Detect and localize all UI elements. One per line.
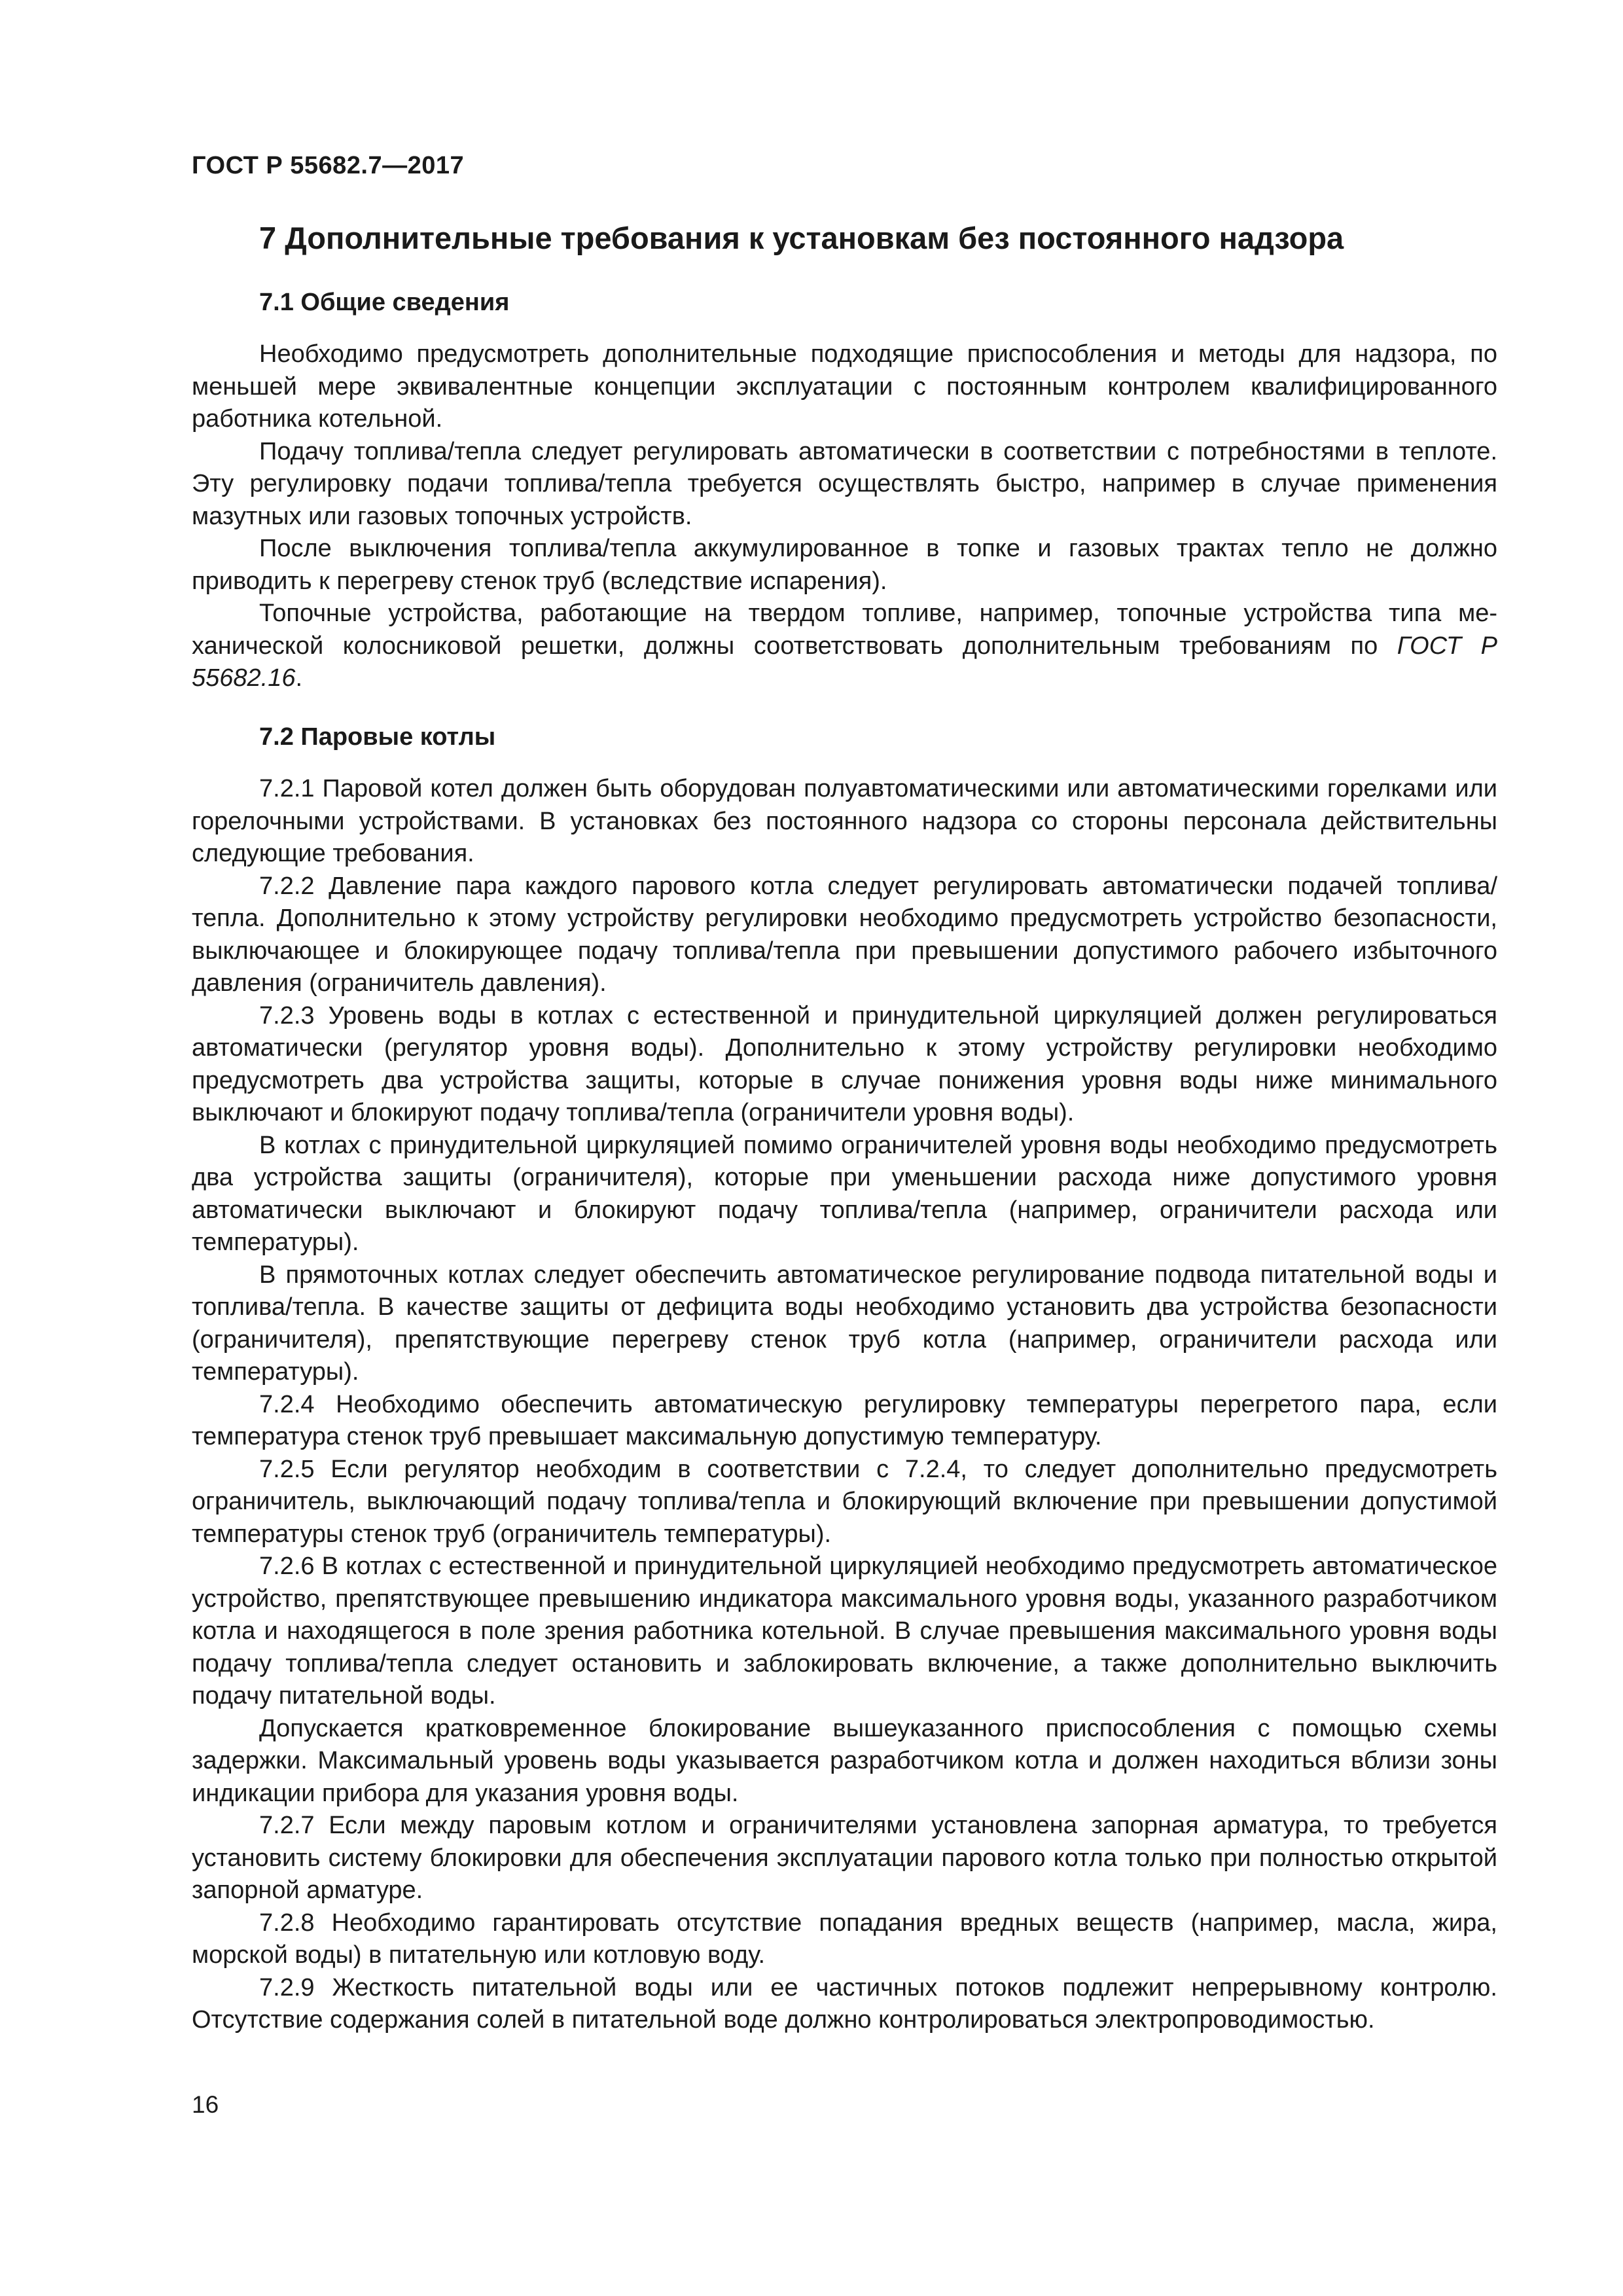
paragraph: 7.2.5 Если регулятор необходим в соответствии с 7.2.4, то следует дополнительно предусмотреть ограничитель, выключающий подачу топлива/тепла и блокирующий включение при превышении допустимой температуры стенок труб (ограничитель температуры). xyxy=(192,1455,1497,1548)
paragraph: 7.2.6 В котлах с естественной и принудительной циркуляцией необходимо предусмотреть автоматическое устройство, препятствующее превышению индикатора максимального уровня воды, указанного разработчиком котла и находящегося в поле зрения работника котельной. В случае превышения максимального уровня воды подачу топлива/тепла следует остановить и заблокировать включение, а также дополнительно выключить подачу питательной воды. xyxy=(192,1552,1497,1710)
standard-designation: ГОСТ Р 55682.7—2017 xyxy=(192,152,465,179)
paragraph-end: . xyxy=(295,664,303,692)
paragraph: 7.2.2 Давление пара каждого парового котла следует регулировать автоматически подачей топлива/тепла. Дополнительно к этому устройству регулировки необходимо предусмотреть устройство безопасности, выключающее и блокирующее подачу топлива/тепла при превышении допустимого рабочего избыточного давления (ограничитель давления). xyxy=(192,872,1497,997)
paragraph: 7.2.7 Если между паровым котлом и ограничителями установлена запорная арматура, то требуется установить систему блокировки для обеспечения эксплуатации парового котла только при полностью открытой запорной арматуре. xyxy=(192,1812,1497,1905)
paragraph: Необходимо предусмотреть дополнительные подходящие приспособления и методы для надзора, по меньшей мере эквивалентные концепции эксплуатации с постоянным контролем квалифицированного работника котельной. xyxy=(192,340,1497,433)
paragraph: 7.2.8 Необходимо гарантировать отсутствие попадания вредных веществ (например, масла, жира, морской воды) в питательную или котловую воду. xyxy=(192,1909,1497,1969)
subsection-general-text xyxy=(192,338,1497,695)
page-number: 16 xyxy=(192,2091,219,2118)
paragraph: 7.2.9 Жесткость питательной воды или ее частичных потоков подлежит непрерывному контролю. Отсутствие содержания солей в питательной воде должно контролироваться электропроводимостью. xyxy=(192,1973,1497,2034)
paragraph: 7.2.4 Необходимо обеспечить автоматическую регулировку температуры перегретого пара, если температура стенок труб превышает максимальную допустимую температуру. xyxy=(192,1390,1497,1451)
subsection-steam-boilers-text xyxy=(192,773,1497,2037)
section-title: 7 Дополнительные требования к установкам без постоянного надзора xyxy=(259,221,1344,255)
paragraph: Подачу топлива/тепла следует регулировать автоматически в соответствии с потребностями в теплоте. Эту регулировку подачи топлива/тепла требуется осуществлять быстро, например в случае применения мазутных или газовых топочных устройств. xyxy=(192,437,1497,530)
subsection-title-steam-boilers: 7.2 Паровые котлы xyxy=(259,723,496,751)
subsection-title-general: 7.1 Общие сведения xyxy=(259,288,510,316)
paragraph: В прямоточных котлах следует обеспечить автоматическое регулирование подвода питательной воды и топлива/тепла. В качестве защиты от дефицита воды необходимо установить два устройства безопасности (ограничителя), препятствующие перегреву стенок труб котла (например, ограничители расхода или температуры). xyxy=(192,1261,1497,1386)
paragraph-text: Топочные устройства, работающие на твердом топливе, например, топочные устройства типа механической колосниковой решетки, должны соответствовать дополнительным требованиям по xyxy=(192,600,1497,660)
paragraph: После выключения топлива/тепла аккумулированное в топке и газовых трактах тепло не должно приводить к перегреву стенок труб (вследствие испарения). xyxy=(192,535,1497,595)
paragraph: В котлах с принудительной циркуляцией помимо ограничителей уровня воды необходимо предусмотреть два устройства защиты (ограничителя), которые при уменьшении расхода ниже допустимого уровня автоматически выключают и блокируют подачу топлива/тепла (например, ограничители расхода или температуры). xyxy=(192,1131,1497,1257)
paragraph: 7.2.1 Паровой котел должен быть оборудован полуавтоматическими или автоматическими горелками или горелочными устройствами. В установках без постоянного надзора со стороны персонала действительны следующие требования. xyxy=(192,775,1497,868)
standard-reference: ГОСТ Р 55682.16 xyxy=(192,632,1497,692)
document-body xyxy=(192,219,1497,2037)
paragraph: 7.2.3 Уровень воды в котлах с естественной и принудительной циркуляцией должен регулироваться автоматически (регулятор уровня воды). Дополнительно к этому устройству регулировки необходимо предусмотреть два устройства защиты, которые в случае понижения уровня воды ниже минимального выключают и блокируют подачу топлива/тепла (ограничители уровня воды). xyxy=(192,1001,1497,1127)
paragraph-with-reference xyxy=(192,598,1497,695)
paragraph: Допускается кратковременное блокирование вышеуказанного приспособления с помощью схемы задержки. Максимальный уровень воды указывается разработчиком котла и должен находиться вблизи зоны индикации прибора для указания уровня воды. xyxy=(192,1714,1497,1807)
